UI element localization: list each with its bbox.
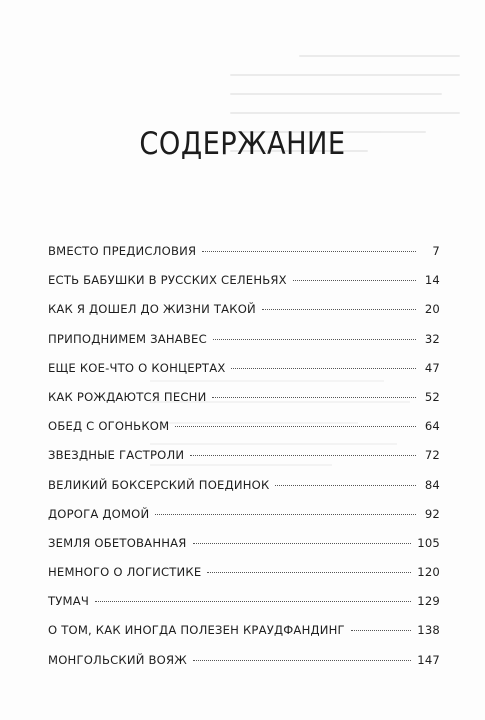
toc-entry-title: О ТОМ, КАК ИНОГДА ПОЛЕЗЕН КРАУДФАНДИНГ bbox=[48, 623, 345, 638]
toc-entry bbox=[48, 565, 440, 594]
toc-entry-title: ЕЩЕ КОЕ-ЧТО О КОНЦЕРТАХ bbox=[48, 360, 226, 375]
toc-entry-title: ВЕЛИКИЙ БОКСЕРСКИЙ ПОЕДИНОК bbox=[48, 477, 270, 492]
toc-entry bbox=[48, 419, 440, 448]
dot-leader bbox=[155, 514, 416, 515]
toc-entry bbox=[48, 244, 440, 273]
dot-leader bbox=[202, 251, 416, 252]
toc-entry-title: ТУМАЧ bbox=[48, 594, 90, 609]
dot-leader bbox=[351, 630, 411, 631]
table-of-contents bbox=[48, 244, 440, 682]
toc-entry bbox=[48, 302, 440, 331]
dot-leader bbox=[212, 397, 416, 398]
toc-entry-page: 147 bbox=[417, 652, 440, 667]
toc-entry-title: ЗВЕЗДНЫЕ ГАСТРОЛИ bbox=[48, 448, 185, 463]
dot-leader bbox=[213, 339, 416, 340]
dot-leader bbox=[193, 660, 411, 661]
toc-entry bbox=[48, 653, 440, 682]
dot-leader bbox=[95, 601, 411, 602]
dot-leader bbox=[190, 455, 416, 456]
toc-entry-title: ЗЕМЛЯ ОБЕТОВАННАЯ bbox=[48, 535, 187, 550]
toc-entry bbox=[48, 536, 440, 565]
toc-entry-title: ВМЕСТО ПРЕДИСЛОВИЯ bbox=[48, 244, 197, 258]
dot-leader bbox=[207, 572, 411, 573]
toc-entry-page: 92 bbox=[424, 506, 440, 521]
toc-entry-page: 32 bbox=[424, 331, 440, 346]
toc-entry-title: ОБЕД С ОГОНЬКОМ bbox=[48, 419, 170, 434]
toc-entry-page: 72 bbox=[424, 448, 440, 463]
toc-entry-page: 64 bbox=[424, 419, 440, 434]
toc-entry-page: 105 bbox=[417, 535, 440, 550]
toc-entry-page: 14 bbox=[424, 273, 440, 288]
toc-entry bbox=[48, 390, 440, 419]
toc-entry-title: ПРИПОДНИМЕМ ЗАНАВЕС bbox=[48, 331, 207, 346]
toc-entry bbox=[48, 361, 440, 390]
toc-entry bbox=[48, 332, 440, 361]
toc-entry-title: МОНГОЛЬСКИЙ ВОЯЖ bbox=[48, 652, 187, 667]
toc-entry bbox=[48, 448, 440, 477]
dot-leader bbox=[231, 368, 416, 369]
toc-entry-page: 120 bbox=[417, 565, 440, 580]
page-title: СОДЕРЖАНИЕ bbox=[139, 126, 346, 162]
toc-entry-page: 47 bbox=[424, 360, 440, 375]
toc-entry-title: КАК Я ДОШЕЛ ДО ЖИЗНИ ТАКОЙ bbox=[48, 302, 256, 317]
dot-leader bbox=[262, 309, 416, 310]
toc-entry-title: ДОРОГА ДОМОЙ bbox=[48, 506, 150, 521]
toc-entry-page: 129 bbox=[417, 594, 440, 609]
toc-entry-page: 7 bbox=[432, 244, 440, 258]
dot-leader bbox=[175, 426, 416, 427]
show-through-text bbox=[230, 55, 460, 195]
toc-entry-title: НЕМНОГО О ЛОГИСТИКЕ bbox=[48, 565, 202, 580]
toc-entry-page: 20 bbox=[424, 302, 440, 317]
toc-entry-title: КАК РОЖДАЮТСЯ ПЕСНИ bbox=[48, 389, 207, 404]
dot-leader bbox=[293, 280, 416, 281]
toc-entry bbox=[48, 623, 440, 652]
toc-entry-title: ЕСТЬ БАБУШКИ В РУССКИХ СЕЛЕНЬЯХ bbox=[48, 273, 287, 288]
dot-leader bbox=[193, 543, 412, 544]
toc-entry bbox=[48, 273, 440, 302]
dot-leader bbox=[275, 485, 416, 486]
toc-entry-page: 52 bbox=[424, 389, 440, 404]
toc-entry bbox=[48, 478, 440, 507]
toc-entry-page: 84 bbox=[424, 477, 440, 492]
toc-entry bbox=[48, 594, 440, 623]
toc-entry-page: 138 bbox=[417, 623, 440, 638]
toc-entry bbox=[48, 507, 440, 536]
